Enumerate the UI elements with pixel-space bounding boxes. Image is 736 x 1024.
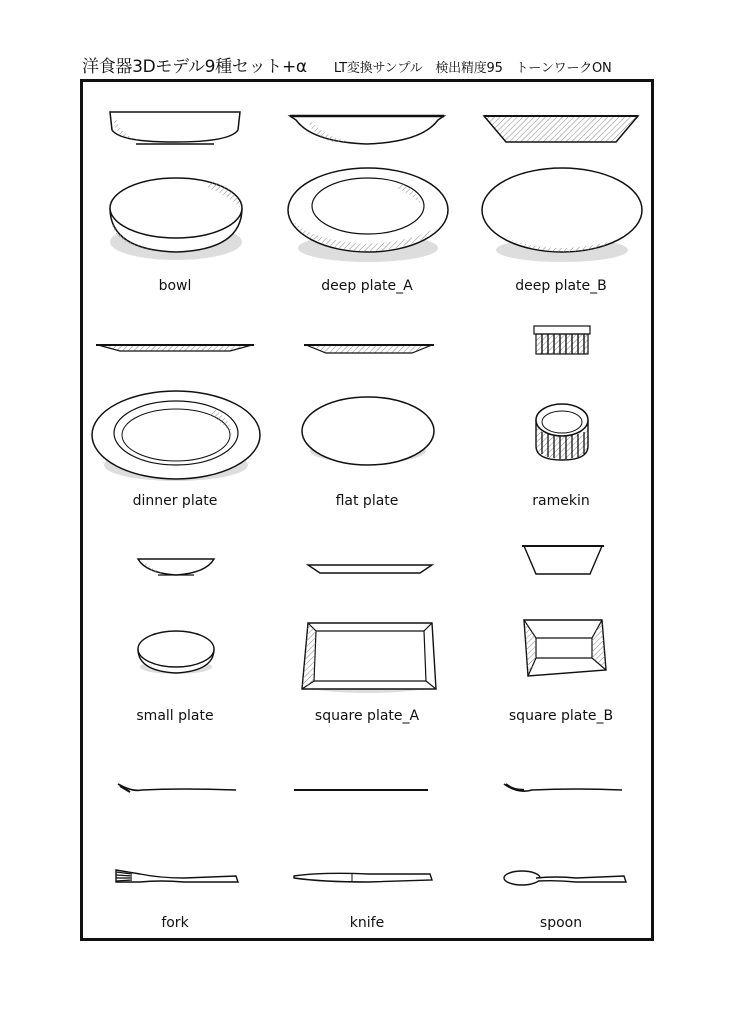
spoon-illustration: [466, 770, 656, 890]
knife-illustration: [272, 770, 462, 890]
dinner-plate-illustration: [80, 325, 270, 490]
item-label-square-plate-b: square plate_B: [508, 708, 614, 724]
item-label-deep-plate-a: deep plate_A: [321, 278, 413, 294]
page-title: 洋食器3Dモデル9種セット+α: [82, 57, 307, 77]
item-label-deep-plate-b: deep plate_B: [515, 278, 607, 294]
item-label-bowl: bowl: [158, 278, 192, 294]
item-label-fork: fork: [161, 915, 189, 931]
item-label-spoon: spoon: [539, 915, 583, 931]
bowl-illustration: [80, 100, 270, 270]
item-label-knife: knife: [349, 915, 385, 931]
item-label-dinner-plate: dinner plate: [132, 493, 218, 509]
square-plate-a-illustration: [272, 545, 462, 710]
page-subtitle: LT変換サンプル 検出精度95 トーンワークON: [333, 61, 612, 76]
page-header: [82, 52, 682, 76]
deep-plate-b-illustration: [466, 100, 656, 270]
item-label-small-plate: small plate: [136, 708, 214, 724]
fork-illustration: [80, 770, 270, 890]
item-label-flat-plate: flat plate: [335, 493, 399, 509]
item-label-ramekin: ramekin: [532, 493, 590, 509]
item-label-square-plate-a: square plate_A: [314, 708, 420, 724]
small-plate-illustration: [80, 545, 270, 710]
ramekin-illustration: [466, 320, 656, 490]
deep-plate-a-illustration: [272, 100, 462, 270]
square-plate-b-illustration: [466, 540, 656, 710]
flat-plate-illustration: [272, 325, 462, 490]
